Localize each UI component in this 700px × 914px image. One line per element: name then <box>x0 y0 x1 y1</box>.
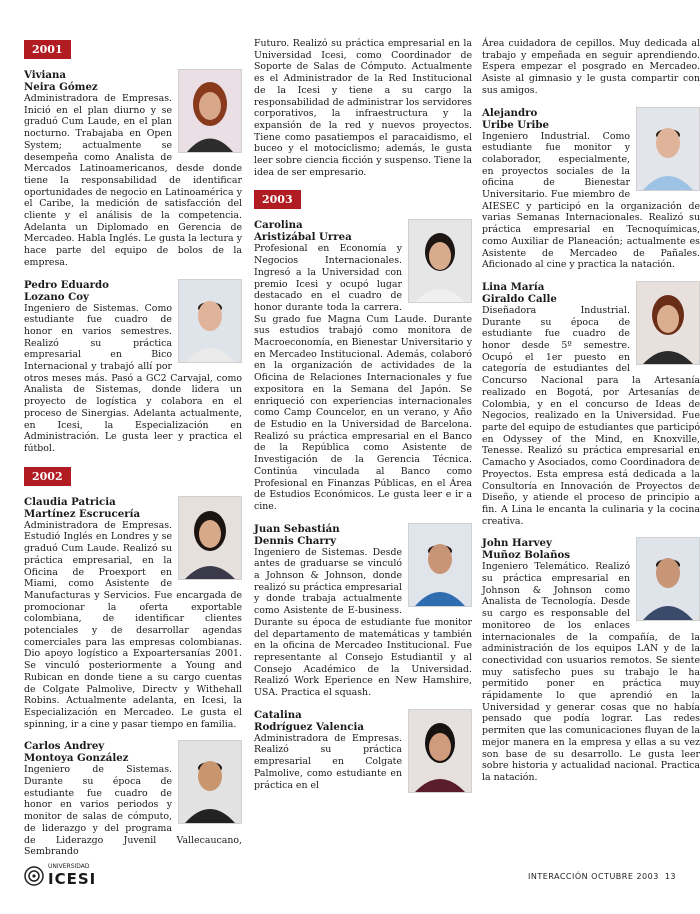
name-last: Uribe Uribe <box>482 118 549 131</box>
name-last: Martínez Escrucería <box>24 507 141 520</box>
bio-text: Administradora de Empresas. Realizó su práctica empresarial en Colgate Palmolive, como estudiante en práctica en el <box>254 732 402 791</box>
name-first: Claudia Patricia <box>24 495 116 508</box>
photo-carlos <box>178 740 242 824</box>
column-2 <box>254 38 472 801</box>
profile-catalina <box>254 709 472 792</box>
photo-john <box>636 537 700 621</box>
profile-john <box>482 537 700 783</box>
name-first: Carlos Andrey <box>24 740 105 753</box>
photo-claudia <box>178 496 242 580</box>
photo-alejandro <box>636 107 700 191</box>
name-first: Juan Sebastián <box>254 522 340 535</box>
logo-subtitle: UNIVERSIDAD <box>48 863 90 870</box>
profile-juan <box>254 523 472 699</box>
name-last: Rodríguez Valencia <box>254 720 364 733</box>
bio-text: Ingeniero de Sistemas. Desde antes de graduarse se vinculó a Johnson & Johnson, donde realizó su práctica empresarial y donde trabaja actualmente como Asistente de E-business. Durante su época de estudiante fue monitor del departamento de matemáticas y también en la oficina de Mercadeo Institucional. Fue representante al Consejo Estudiantil y al Consejo Académico de la Universidad. Realizó Work Eperience en New Hamshire, USA. Practica el squash. <box>254 546 472 699</box>
photo-carolina <box>408 219 472 303</box>
bio-continuation-catalina: Área cuidadora de cepillos. Muy dedicada al trabajo y empeñada en seguir aprendiendo. Espera empezar el posgrado en Mercadeo. Asiste al gimnasio y le gusta compartir con sus amigos. <box>482 38 700 96</box>
bio-text: Ingeniero de Sistemas. Durante su época de estudiante fue cuadro de honor en varios periodos y monitor de salas de cómputo, de liderazgo y del programa de Liderazgo Juvenil Vallecaucano, Sembrando <box>24 764 242 858</box>
name-first: Viviana <box>24 69 66 81</box>
name-first: John Harvey <box>482 537 552 550</box>
profile-claudia <box>24 496 242 731</box>
profile-lina <box>482 281 700 527</box>
profile-carolina <box>254 219 472 512</box>
icesi-emblem-icon <box>24 866 44 886</box>
photo-pedro <box>178 279 242 363</box>
bio-text: Ingeniero Telemático. Realizó su práctica empresarial en Johnson & Johnson como Analista de Tecnología. Desde su cargo es responsable del monitoreo de los enlaces internacionales de la compañía, de la administración de los equipos LAN y de la conectividad con usuarios remotos. Se siente muy satisfecho pues su trabajo le ha permitido poner en práctica muy rápidamente lo que aprendió en la Universidad y generar cosas que no había pensado que podía lograr. Las redes permiten que las comunicaciones fluyan de la mejor manera en la empresa y ellas a su vez son base de su desarrollo. Le gusta leer sobre historia y actualidad nacional. Practica la natación. <box>482 561 700 783</box>
profile-alejandro <box>482 107 700 271</box>
photo-viviana <box>178 69 242 153</box>
bio-text: Diseñadora Industrial. Durante su época de estudiante fue cuadro de honor desde 5º semestre. Ocupó el 1er puesto en categoría de estudiantes del Concurso Nacional para la Artesanía realizado en Bogotá, por Artesanías de Colombia, y en el concurso de Ideas de Negocios, realizado en la Universidad. Fue parte del equipo de estudiantes que participó en Odyssey of the Mind, en Knoxville, Tenesse. Realizó su práctica empresarial en Camacho y Asociados, como Coordinadora de Proyectos. Esta empresa está dedicada a la Consultoría en Innovación de Proyectos de Diseño, y atiende el proceso de principio a fin. A Lina le encanta la culinaria y la cocina creativa. <box>482 304 700 527</box>
column-3 <box>482 38 700 794</box>
profile-viviana <box>24 69 242 269</box>
column-1 <box>24 38 242 868</box>
photo-juan <box>408 523 472 607</box>
name-last: Muñoz Bolaños <box>482 549 571 562</box>
page-footer <box>528 872 676 881</box>
year-badge-2001: 2001 <box>24 40 71 59</box>
profile-pedro <box>24 279 242 455</box>
name-last: Neira Gómez <box>24 81 98 93</box>
name-last: Aristizábal Urrea <box>254 231 352 244</box>
bio-text: Ingeniero Industrial. Como estudiante fue monitor y colaborador, especialmente, en proyectos sociales de la oficina de Bienestar Universitario. Fue miembro de AIESEC y participó en la organización de varias Semanas Internacionales. Realizó su práctica empresarial en Tecnoquímicas, como Auxiliar de Planeación; actualmente es Asistente de Mercadeo de Pañales. Aficionado al cine y practica la natación. <box>482 130 700 271</box>
year-badge-2003: 2003 <box>254 190 301 209</box>
name-last: Giraldo Calle <box>482 292 557 305</box>
name-last: Lozano Coy <box>24 290 89 303</box>
bio-text: Profesional en Economía y Negocios Internacionales. Ingresó a la Universidad con premio Icesi y ocupó lugar destacado en el cuadro de honor durante toda la carrera. Su grado fue Magna Cum Laude. Durante sus estudios trabajó como monitora de Macroeconomía, en Bienestar Universitario y en Mercadeo Institucional. Además, colaboró en la organización de actividades de la Oficina de Relaciones Internacionales y fue expositora en la Semana del Japón. Se enriqueció con experiencias internacionales como Camp Councelor, en un verano, y Año de Estudio en la Universidad de Barcelona. Realizó su práctica empresarial en el Banco de la República como Asistente de Investigación de la Gerencia Técnica. Continúa vinculada al Banco como Profesional en Finanzas Públicas, en el Área de Estudios Económicos. Le gusta leer e ir a cine. <box>254 243 472 512</box>
bio-text: Administradora de Empresas. Estudió Inglés en Londres y se graduó Cum Laude. Realizó su práctica empresarial, en la Oficina de Proexport en Miami, como Asistente de Manufacturas y Servicios. Fue encargada de promocionar la oferta exportable colombiana, de identificar clientes potenciales y de desarrollar agendas comerciales para las empresas colombianas. Dio apoyo logístico a Expoartersanías 2001. Se vinculó posteriormente a Young and Rubican en donde tiene a su cargo cuentas de Colgate Palmolive, Directv y Withehall Robins. Actualmente adelanta, en Icesi, la Especialización en Mercadeo. Le gusta el spinning, ir a cine y pasar tiempo en familia. <box>24 519 242 730</box>
profile-carlos <box>24 740 242 858</box>
name-last: Montoya González <box>24 752 129 765</box>
photo-lina <box>636 281 700 365</box>
photo-catalina <box>408 709 472 793</box>
name-first: Lina María <box>482 280 545 293</box>
name-last: Dennis Charry <box>254 534 337 547</box>
name-first: Carolina <box>254 219 303 232</box>
page-number: 13 <box>664 872 676 881</box>
bio-continuation-carlos: Futuro. Realizó su práctica empresarial en la Universidad Icesi, como Coordinador de Soporte de Salas de Cómputo. Actualmente es el Administrador de la Red Institucional de la Icesi y tiene a su cargo la responsabilidad de administrar los servidores corporativos, la infraestructura y la expansión de la red y nuevos proyectos. Tiene como pasatiempos el paracaidismo, el buceo y el motociclismo; además, le gusta leer sobre ciencia ficción y suspenso. Tiene la idea de ser empresario. <box>254 38 472 178</box>
bio-text: Administradora de Empresas. Inició en el plan diurno y se graduó Cum Laude, en el plan nocturno. Trabajaba en Open System; actualmente se desempeña como Analista de Mercados Latinoamericanos, desde donde tiene la responsabilidad de identificar oportunidades de negocio en Latinoamérica y el Caribe, la medición de satisfacción del cliente y el análisis de la competencia. Adelanta un Diplomado en Gerencia de Mercadeo. Habla Inglés. Le gusta la lectura y hace parte del equipo de bolos de la empresa. <box>24 93 242 268</box>
name-first: Alejandro <box>482 106 538 119</box>
bio-text: Ingeniero de Sistemas. Como estudiante fue cuadro de honor en varios semestres. Realizó su práctica empresarial en Bico Internacional y trabajó allí por otros meses más. Pasó a GC2 Carvajal, como Analista de Sistemas, donde lidera un proyecto de logística y colabora en el proceso de Sinergias. Adelanta actualmente, en Icesi, la Especialización en Administración. Le gusta leer y practica el fútbol. <box>24 302 242 454</box>
year-badge-2002: 2002 <box>24 467 71 486</box>
icesi-logo <box>24 863 96 888</box>
issue-label: INTERACCIÓN OCTUBRE 2003 <box>527 872 659 881</box>
logo-name: ICESI <box>48 870 97 888</box>
name-first: Pedro Eduardo <box>24 278 109 291</box>
name-first: Catalina <box>254 708 302 721</box>
